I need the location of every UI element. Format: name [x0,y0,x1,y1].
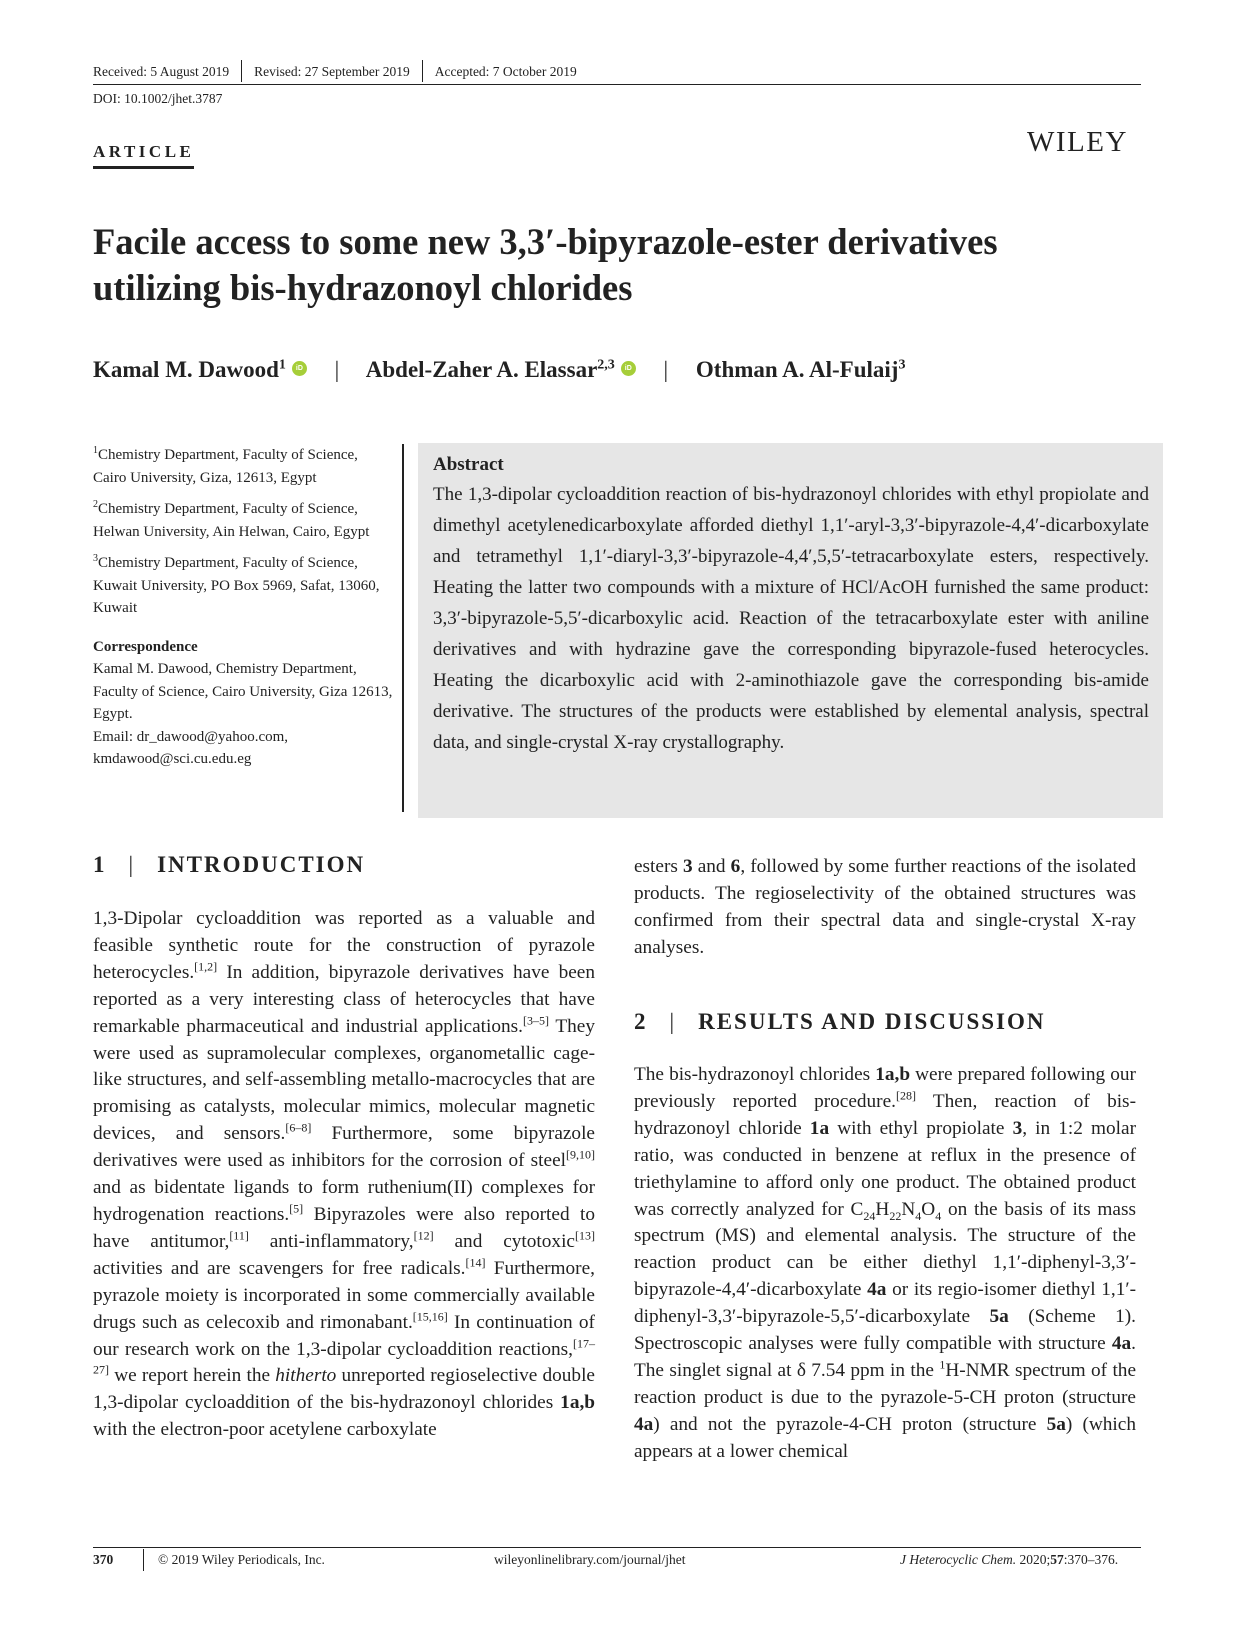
received-date: Received: 5 August 2019 [93,64,230,80]
compound-label: 5a [989,1306,1009,1328]
citation[interactable]: [13] [575,1228,595,1243]
compound-label: 1a,b [875,1064,911,1085]
citation[interactable]: [6–8] [285,1120,312,1135]
results-paragraph: The bis-hydrazonoyl chlorides 1a,b were prepared following our previously reported procedure.[28] Then, reaction of bis-hydrazonoyl chloride 1a with ethyl propiolate 3, in 1:2 molar ratio, was conducted in benzene at reflux in the presence of triethylamine to afford only one product. The obtained product was correctly analyzed for $C_{24}H_{22}N_4O_4$ on the basis of its mass spectrum (MS) and elemental analysis. The structure of the reaction product can be either diethyl 1,1′-diphenyl-3,3′-bipyrazole-4,4′-dicarboxylate 4a or its regio-isomer diethyl 1,1′-diphenyl-3,3′-bipyrazole-5,5′-dicarboxylate 5a (Scheme 1). Spectroscopic analyses were fully compatible with structure 4a. The singlet signal at δ 7.54 ppm in the $^1$H-NMR spectrum of the reaction product is due to the pyrazole-5-CH proton (structure 4a) and not the pyrazole-4-CH proton (structure 5a) (which appears at a lower chemical [634,1064,1136,1462]
abstract-text: The 1,3-dipolar cycloaddition reaction of bis-hydrazonoyl chlorides with ethyl propiolate and dimethyl acetylenedicarboxylate afforded diethyl 1,1′-aryl-3,3′-bipyrazole-4,4′-dicarboxylate and tetramethyl 1,1′-diaryl-3,3′-bipyrazole-4,4′,5,5′-tetracarboxylate esters, respectively. Heating the latter two compounds with a mixture of HCl/AcOH furnished the same product: 3,3′-bipyrazole-5,5′-dicarboxylic acid. Reaction of the tetracarboxylate ester with aniline derivatives and with hydrazine gave the corresponding bipyrazole-fused heterocycles. Heating the dicarboxylic acid with 2-aminothiazole gave the corresponding bis-amide derivative. The structures of the products were established by elemental analysis, spectral data, and single-crystal X-ray crystallography. [433,484,1149,753]
title-line-1: Facile access to some new 3,3′-bipyrazole-ester derivatives [93,221,998,262]
compound-label: 3 [1012,1117,1023,1139]
correspondence-heading: Correspondence [93,638,198,655]
affiliation-item: $^1$Chemistry Department, Faculty of Science, Cairo University, Giza, 12613, Egypt [93,445,358,486]
compound-label: 1a [809,1117,830,1139]
abstract-heading: Abstract [433,454,504,475]
citation[interactable]: [1,2] [194,959,218,974]
section-heading-introduction: 1 | INTRODUCTION [93,852,366,877]
author-name[interactable]: Kamal M. Dawood [93,357,279,382]
paper-title [93,219,1153,311]
author-separator: | [663,357,669,382]
citation[interactable]: [3–5] [523,1013,549,1028]
date-divider [422,60,423,82]
publisher-logo: WILEY [1027,126,1128,158]
citation[interactable]: [28] [895,1088,916,1103]
author-name[interactable]: Abdel-Zaher A. Elassar [365,357,598,382]
compound-label: 4a [867,1279,887,1301]
introduction-paragraph: 1,3-Dipolar cycloaddition was reported as a valuable and feasible synthetic route for the construction of pyrazole heterocycles.[1,2] In addition, bipyrazole derivatives have been reported as a very interesting class of heterocycles that have remarkable pharmaceutical and industrial applications.[3–5] They were used as supramolecular complexes, organometallic cage-like structures, and self-assembling metallo-macrocycles that are promising as catalysts, molecular mimics, molecular magnetic devices, and sensors.[6–8] Furthermore, some bipyrazole derivatives were used as inhibitors for the corrosion of steel[9,10] and as bidentate ligands to form ruthenium(II) complexes for hydrogenation reactions.[5] Bipyrazoles were also reported to have antitumor,[11] anti-inflammatory,[12] and cytotoxic[13] activities and are scavengers for free radicals.[14] Furthermore, pyrazole moiety is incorporated in some commercially available drugs such as celecoxib and rimonabant.[15,16] In continuation of our research work on the 1,3-dipolar cycloaddition reactions,[17–27] we report herein the hitherto unreported regioselective double 1,3-dipolar cycloaddition of the bis-hydrazonoyl chlorides 1a,b with the electron-poor acetylene carboxylate [93,908,595,1441]
citation[interactable]: [14] [465,1255,486,1270]
orcid-icon[interactable]: iD [292,361,307,376]
column-divider [402,444,404,812]
journal-citation: J Heterocyclic Chem. 2020;57:370–376. [900,1552,1119,1567]
email-secondary[interactable]: kmdawood@sci.cu.edu.eg [93,751,252,767]
author-affil-sup: 1 [278,357,286,373]
affiliations [93,440,393,771]
journal-url[interactable]: wileyonlinelibrary.com/journal/jhet [494,1552,686,1567]
compound-label: 4a [634,1413,654,1435]
citation[interactable]: [11] [229,1228,249,1243]
article-type-label: ARTICLE [93,142,194,169]
citation[interactable]: [17–27] [93,1336,595,1377]
author-separator: | [334,357,340,382]
compound-label: 1a,b [560,1392,595,1414]
orcid-icon[interactable]: iD [621,361,636,376]
title-line-2: utilizing bis-hydrazonoyl chlorides [93,267,633,308]
citation[interactable]: [12] [413,1228,434,1243]
author-affil-sup: 2,3 [597,357,615,373]
introduction-continuation: esters 3 and 6, followed by some further reactions of the isolated products. The regioselectivity of the obtained structures was confirmed from their spectral data and single-crystal X-ray analyses. [634,856,1137,958]
page-number: 370 [93,1552,114,1567]
affiliation-item: $^2$Chemistry Department, Faculty of Science, Helwan University, Ain Helwan, Cairo, Egypt [93,499,370,540]
author-list [93,357,905,383]
email-line[interactable]: Email: dr_dawood@yahoo.com, [93,728,289,745]
citation[interactable]: [15,16] [412,1309,448,1324]
date-divider [241,60,242,82]
accepted-date: Accepted: 7 October 2019 [434,64,577,80]
citation[interactable]: [5] [289,1201,304,1216]
correspondence-body: Kamal M. Dawood, Chemistry Department, Faculty of Science, Cairo University, Giza 12613, Egypt. Email: dr_dawood@yahoo.com, kmdawood@sci.cu.edu.eg [93,661,393,767]
abstract-box [418,443,1163,818]
compound-label: 4a [1111,1333,1132,1355]
copyright: © 2019 Wiley Periodicals, Inc. [158,1552,325,1567]
compound-label: 3 [683,856,693,877]
footer-divider [143,1549,144,1571]
article-dates [93,62,577,84]
compound-label: 5a [1046,1413,1066,1435]
compound-label: 6 [730,856,741,877]
author-affil-sup: 3 [898,357,906,373]
doi[interactable]: DOI: 10.1002/jhet.3787 [93,91,223,106]
footer-rule [93,1547,1141,1548]
citation[interactable]: [9,10] [566,1147,595,1162]
section-heading-results: 2 | RESULTS AND DISCUSSION [634,1009,1046,1034]
affiliation-item: $^3$Chemistry Department, Faculty of Science, Kuwait University, PO Box 5969, Safat, 13060, Kuwait [93,553,380,616]
revised-date: Revised: 27 September 2019 [254,64,410,80]
header-rule [93,84,1141,85]
author-name[interactable]: Othman A. Al-Fulaij [695,357,899,382]
